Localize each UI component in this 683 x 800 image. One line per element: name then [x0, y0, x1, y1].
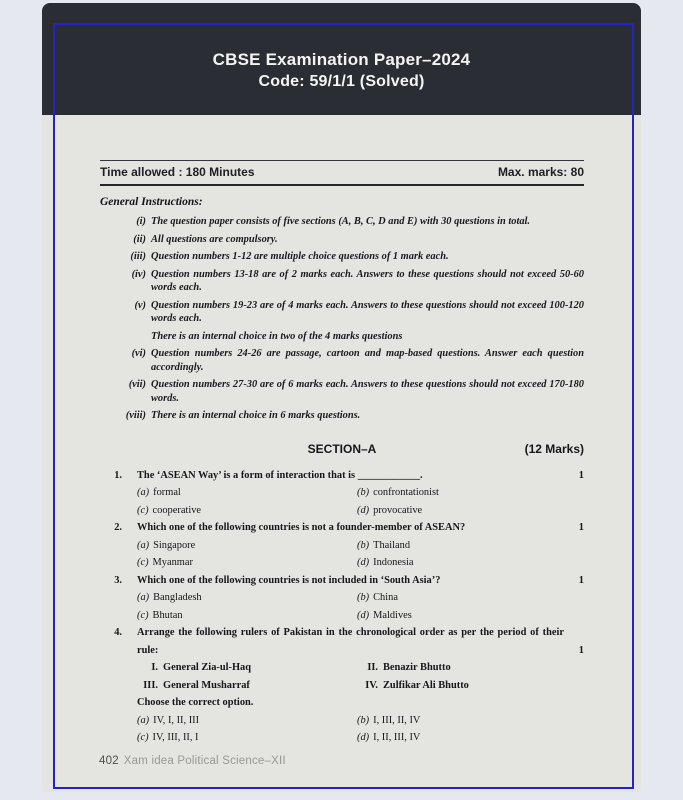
- instruction-item: [100, 378, 584, 405]
- question-marks: 1: [578, 469, 584, 481]
- list-item-number: I.: [151, 662, 158, 673]
- list-item-number: III.: [143, 679, 158, 691]
- option: [137, 537, 357, 555]
- option-letter: (c): [137, 609, 149, 621]
- option-text: I, III, II, IV: [373, 714, 421, 726]
- list-item-number: II.: [367, 662, 378, 673]
- paper-code: Code: 59/1/1 (Solved): [258, 72, 425, 90]
- option-letter: (b): [357, 487, 370, 498]
- question-head: [100, 624, 584, 659]
- list-row: [137, 659, 584, 677]
- page-content: [42, 160, 641, 767]
- instruction-item: [100, 250, 584, 264]
- general-instructions-heading: General Instructions:: [100, 196, 203, 208]
- question-4: [100, 624, 584, 747]
- question-head: [100, 519, 584, 537]
- question-stem: The ‘ASEAN Way’ is a form of interaction that is ____________.: [137, 469, 423, 481]
- question-options: [137, 537, 584, 572]
- instruction-text: Question numbers 24-26 are passage, cartoon and map-based questions. Answer each question accordingly.: [151, 348, 584, 373]
- option-row: [137, 607, 584, 625]
- question-number: 2.: [114, 522, 122, 533]
- section-header: [100, 442, 584, 456]
- general-instructions-list: [100, 215, 584, 423]
- option-row: [137, 729, 584, 747]
- option-text: confrontationist: [373, 487, 439, 498]
- option-letter: (c): [137, 732, 149, 743]
- question-stem: Which one of the following countries is not included in ‘South Asia’?: [137, 574, 441, 586]
- option: [357, 554, 584, 572]
- question-number: 3.: [114, 574, 122, 586]
- option-row: [137, 484, 584, 502]
- question-marks: 1: [578, 522, 584, 533]
- question-number: 4.: [114, 627, 122, 638]
- option-text: IV, I, II, III: [153, 714, 200, 726]
- list-item-text: Zulfikar Ali Bhutto: [383, 679, 469, 691]
- page-footer: [99, 755, 584, 767]
- option-row: [137, 589, 584, 607]
- section-marks: (12 Marks): [524, 441, 584, 456]
- option-letter: (a): [137, 487, 150, 498]
- option-text: Indonesia: [373, 557, 414, 568]
- option-letter: (b): [357, 539, 370, 551]
- option: [137, 729, 357, 747]
- instruction-text: Question numbers 19-23 are of 4 marks each. Answers to these questions should not exceed 100-120 words each.: [151, 299, 584, 324]
- max-marks-label: Max. marks: 80: [497, 165, 584, 179]
- instruction-item: [100, 268, 584, 295]
- option-row: [137, 554, 584, 572]
- instruction-item: [100, 215, 584, 229]
- option-letter: (d): [357, 732, 370, 743]
- list-item-text: Benazir Bhutto: [383, 662, 451, 673]
- instruction-number: (vi): [131, 348, 146, 359]
- question-3: [100, 572, 584, 625]
- list-item: [357, 659, 584, 677]
- question-marks: 1: [578, 644, 584, 656]
- choose-option-prompt: Choose the correct option.: [137, 697, 254, 708]
- question-head: [100, 572, 584, 590]
- questions-list: [100, 467, 584, 747]
- option-text: Myanmar: [152, 557, 193, 568]
- question-marks: 1: [578, 574, 584, 586]
- option: [357, 589, 584, 607]
- option: [357, 712, 584, 730]
- instruction-number: (i): [136, 216, 146, 227]
- list-item: [137, 677, 357, 695]
- instruction-number: (iii): [130, 251, 146, 262]
- option-text: IV, III, II, I: [152, 732, 199, 743]
- time-allowed-label: Time allowed : 180 Minutes: [100, 165, 255, 179]
- option-row: [137, 502, 584, 520]
- option: [137, 712, 357, 730]
- instruction-text: Question numbers 1-12 are multiple choice questions of 1 mark each.: [151, 251, 449, 262]
- instruction-text: Question numbers 13-18 are of 2 marks each. Answers to these questions should not exceed 50-60 words each.: [151, 268, 584, 293]
- instruction-number: (v): [134, 299, 146, 311]
- option-letter: (d): [357, 557, 370, 568]
- option-text: provocative: [373, 504, 423, 516]
- instruction-number: (iv): [131, 268, 146, 280]
- question-number: 1.: [114, 469, 122, 481]
- exam-meta-bar: [100, 160, 584, 186]
- instruction-text: The question paper consists of five sections (A, B, C, D and E) with 30 questions in total.: [151, 216, 531, 227]
- instruction-item: [100, 409, 584, 423]
- list-item-number: IV.: [365, 679, 378, 691]
- question-1: [100, 467, 584, 520]
- option: [357, 537, 584, 555]
- option-text: Singapore: [153, 539, 196, 551]
- option-letter: (a): [137, 539, 150, 551]
- option-text: Maldives: [373, 609, 412, 621]
- instruction-number: (ii): [133, 233, 146, 245]
- list-item-text: General Musharraf: [163, 679, 250, 691]
- option: [357, 729, 584, 747]
- option-letter: (d): [357, 609, 370, 621]
- paper-title: CBSE Examination Paper–2024: [212, 49, 471, 69]
- option: [137, 554, 357, 572]
- instruction-note: There is an internal choice in two of the 4 marks questions: [151, 330, 403, 342]
- paper-title-banner: [42, 3, 641, 115]
- question-options: [137, 484, 584, 519]
- exam-paper-page: [42, 3, 641, 792]
- instruction-number: (vii): [128, 379, 146, 390]
- option: [137, 502, 357, 520]
- option: [357, 502, 584, 520]
- option-text: China: [373, 592, 398, 603]
- option: [357, 484, 584, 502]
- question-stem: Arrange the following rulers of Pakistan in the chronological order as per the period of their rule:: [137, 627, 564, 656]
- book-title: Xam idea Political Science–XII: [123, 754, 286, 767]
- instruction-item: [100, 347, 584, 374]
- option-letter: (c): [137, 557, 149, 568]
- option-row: [137, 712, 584, 730]
- option-letter: (b): [357, 592, 370, 603]
- list-row: [137, 677, 584, 695]
- option-letter: (b): [357, 714, 370, 726]
- option-text: Thailand: [373, 539, 411, 551]
- option-letter: (a): [137, 592, 150, 603]
- option-text: I, II, III, IV: [373, 732, 421, 743]
- instruction-number: (viii): [125, 410, 146, 421]
- option: [137, 607, 357, 625]
- section-title: SECTION–A: [307, 441, 377, 456]
- instruction-text: There is an internal choice in 6 marks questions.: [151, 410, 361, 421]
- option-text: cooperative: [152, 504, 202, 516]
- page-number: 402: [99, 754, 119, 767]
- option: [137, 484, 357, 502]
- option-letter: (d): [357, 504, 370, 516]
- question-stem: Which one of the following countries is not a founder-member of ASEAN?: [137, 522, 466, 533]
- instruction-item: [100, 299, 584, 326]
- question-options: [137, 712, 584, 747]
- option-text: Bangladesh: [153, 592, 202, 603]
- option-text: formal: [153, 487, 181, 498]
- question-options: [137, 589, 584, 624]
- option-letter: (a): [137, 714, 150, 726]
- question-2: [100, 519, 584, 572]
- question-head: [100, 467, 584, 485]
- list-item: [357, 677, 584, 695]
- instruction-text: Question numbers 27-30 are of 6 marks each. Answers to these questions should not exceed 170-180 words.: [151, 379, 584, 404]
- list-item-text: General Zia-ul-Haq: [163, 662, 252, 673]
- option: [357, 607, 584, 625]
- question-match-list: [137, 659, 584, 694]
- option-text: Bhutan: [152, 609, 183, 621]
- option: [137, 589, 357, 607]
- instruction-item: [100, 233, 584, 247]
- option-row: [137, 537, 584, 555]
- list-item: [137, 659, 357, 677]
- option-letter: (c): [137, 504, 149, 516]
- instruction-text: All questions are compulsory.: [151, 233, 278, 245]
